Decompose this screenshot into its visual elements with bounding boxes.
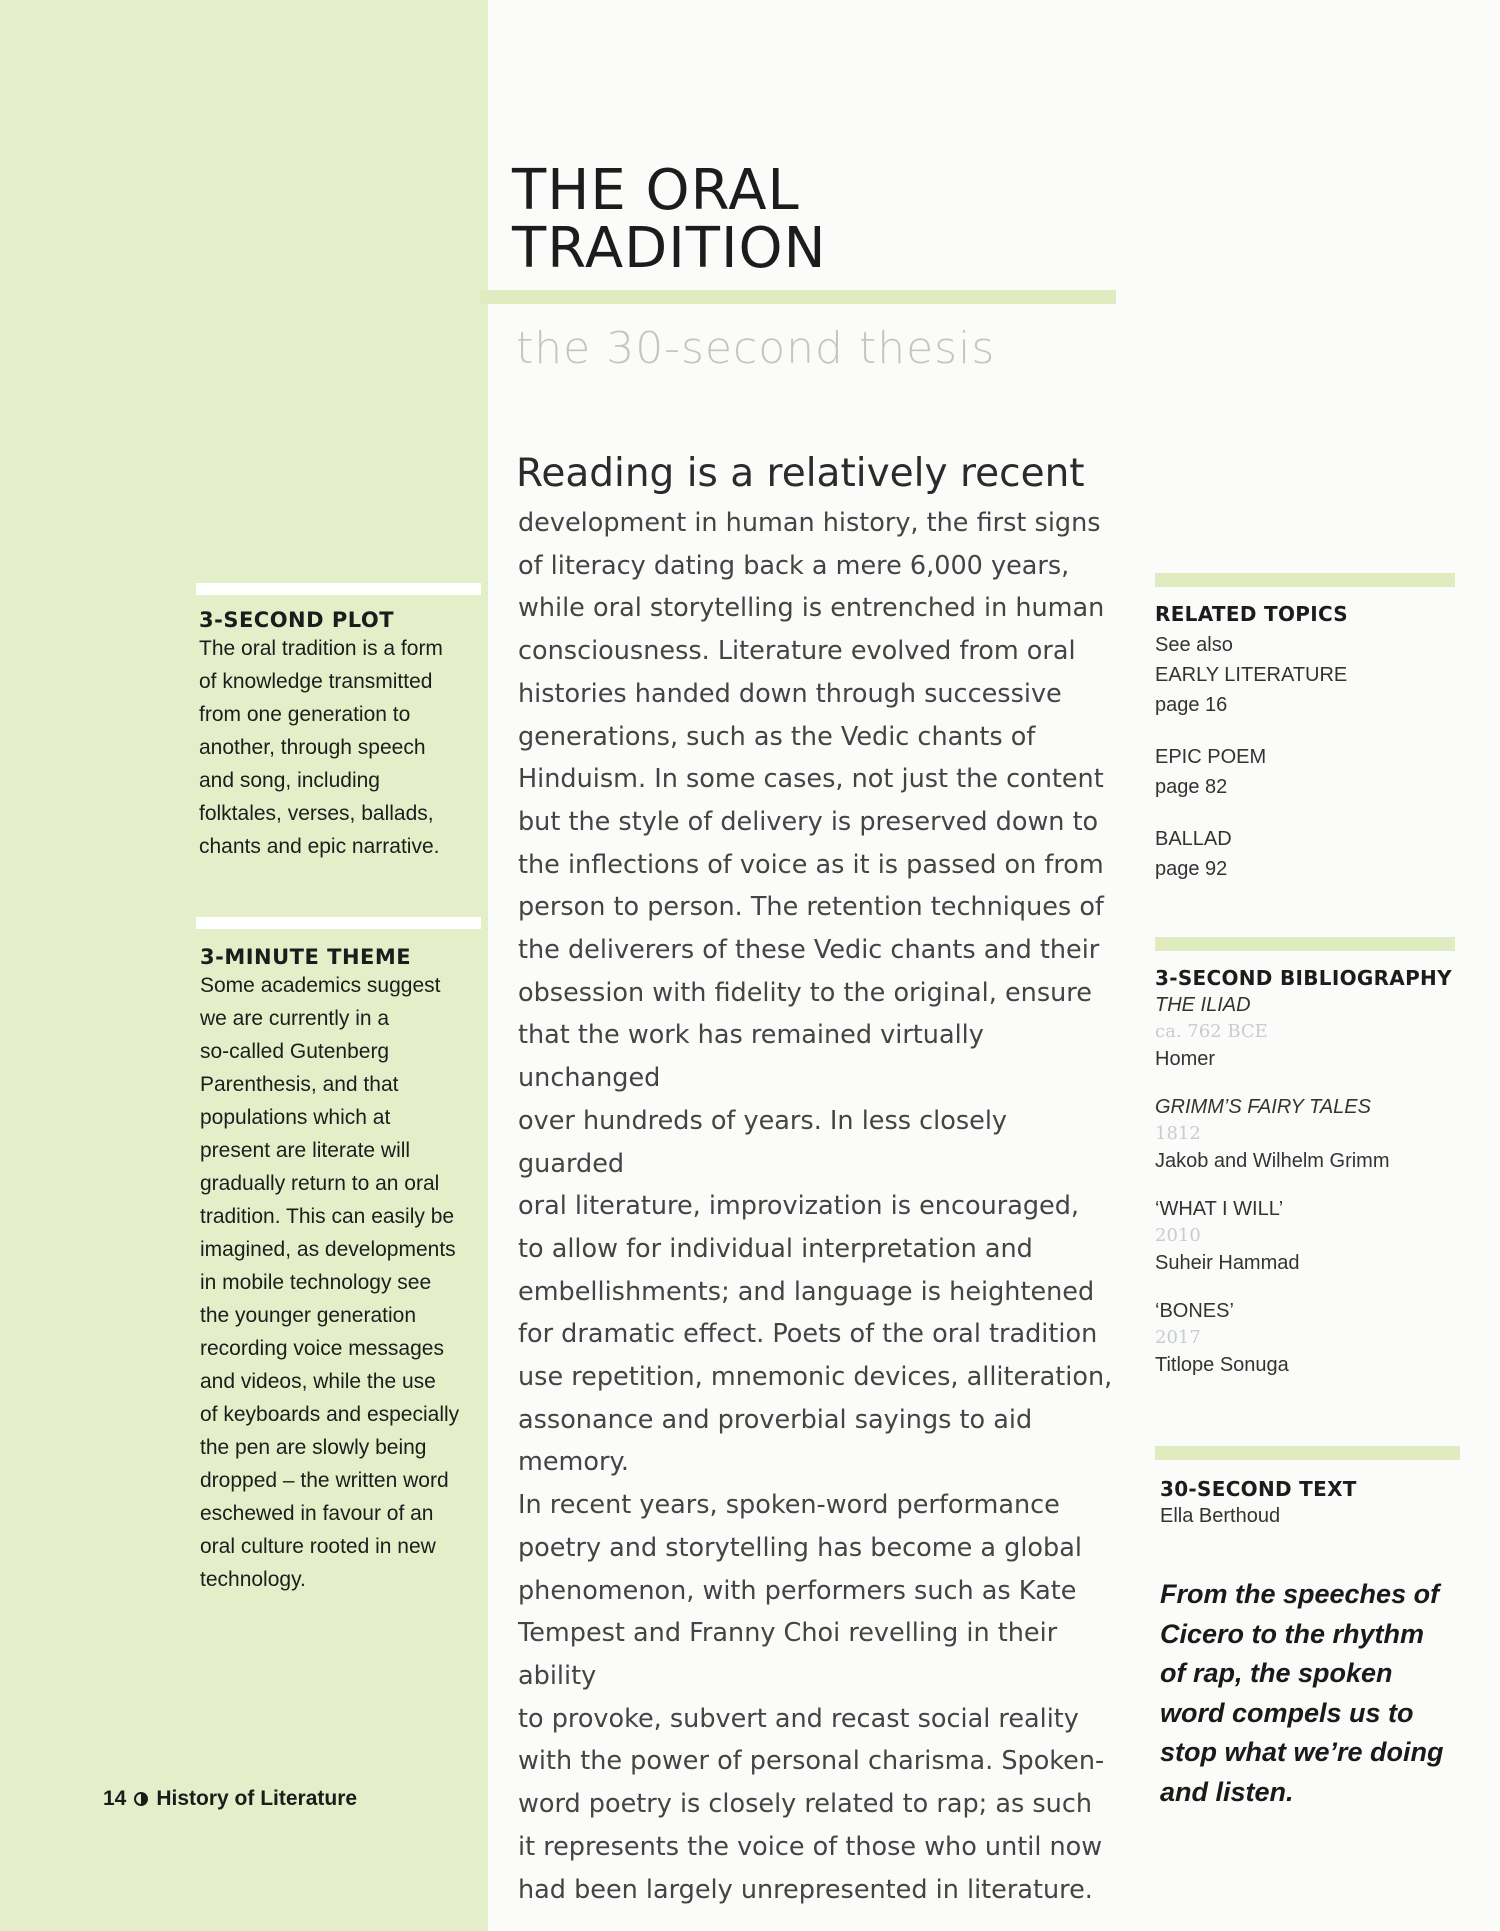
text-credit-heading: 30-SECOND TEXT — [1160, 1477, 1357, 1501]
theme-line: Some academics suggest — [200, 974, 441, 997]
related-item-page: page 82 — [1155, 776, 1228, 798]
related-item-title: EARLY LITERATURE — [1155, 664, 1348, 686]
quote-line: word compels us to — [1160, 1697, 1414, 1728]
body-line: the deliverers of these Vedic chants and their — [518, 935, 1100, 966]
body-line: over hundreds of years. In less closely guarded — [518, 1105, 1007, 1179]
theme-section — [200, 945, 485, 1596]
plot-heading: 3-SECOND PLOT — [199, 608, 395, 632]
text-credit — [1160, 1477, 1460, 1531]
main-body — [518, 502, 1118, 1911]
page-number: 14 — [103, 1787, 127, 1810]
theme-line: and videos, while the use — [200, 1370, 436, 1393]
plot-line: folktales, verses, ballads, — [199, 802, 434, 825]
theme-line: gradually return to an oral — [200, 1172, 440, 1195]
body-line: Tempest and Franny Choi revelling in their ability — [518, 1618, 1058, 1691]
body-line: embellishments; and language is heightened — [518, 1276, 1095, 1307]
theme-line: recording voice messages — [200, 1337, 444, 1360]
bibliography-title: THE ILIAD — [1155, 994, 1251, 1016]
title-line-2: TRADITION — [512, 216, 827, 281]
theme-line: so-called Gutenberg — [200, 1040, 390, 1063]
half-circle-icon — [134, 1792, 148, 1806]
bibliography-item — [1155, 1296, 1465, 1380]
bibliography-date: 2017 — [1155, 1327, 1201, 1348]
text-credit-author: Ella Berthoud — [1160, 1505, 1281, 1527]
plot-rule — [196, 583, 481, 595]
book-title: History of Literature — [156, 1787, 358, 1810]
bibliography-item — [1155, 1092, 1465, 1176]
bibliography-title: ‘BONES’ — [1155, 1300, 1234, 1322]
body-line: it represents the voice of those who until now — [518, 1831, 1103, 1862]
bibliography-title: GRIMM’S FAIRY TALES — [1155, 1096, 1371, 1118]
theme-line: tradition. This can easily be — [200, 1205, 455, 1228]
theme-line: technology. — [200, 1568, 306, 1591]
related-rule — [1155, 573, 1455, 587]
body-line: of literacy dating back a mere 6,000 years, — [518, 550, 1070, 581]
theme-line: eschewed in favour of an — [200, 1502, 434, 1525]
text-credit-rule — [1155, 1446, 1460, 1460]
bibliography-item — [1155, 990, 1465, 1074]
body-line: for dramatic effect. Poets of the oral tradition — [518, 1319, 1098, 1350]
quote-line: stop what we’re doing — [1160, 1737, 1444, 1767]
plot-line: and song, including — [199, 769, 380, 792]
plot-line: of knowledge transmitted — [199, 670, 433, 693]
subtitle: the 30-second thesis — [516, 323, 996, 374]
theme-line: of keyboards and especially — [200, 1403, 460, 1426]
theme-line: dropped – the written word — [200, 1469, 449, 1492]
related-item-title: EPIC POEM — [1155, 746, 1267, 768]
related-item-page: page 92 — [1155, 858, 1228, 880]
bibliography-rule — [1155, 937, 1455, 951]
body-line: but the style of delivery is preserved down to — [518, 806, 1099, 837]
bibliography-heading: 3-SECOND BIBLIOGRAPHY — [1155, 966, 1452, 990]
body-line: Hinduism. In some cases, not just the content — [518, 764, 1104, 795]
body-line: obsession with fidelity to the original, ensure — [518, 977, 1092, 1008]
quote-line: Cicero to the rhythm — [1160, 1618, 1425, 1649]
body-line: use repetition, mnemonic devices, alliteration, — [518, 1362, 1113, 1393]
body-line: had been largely unrepresented in literature. — [518, 1874, 1093, 1905]
bibliography-author: Suheir Hammad — [1155, 1252, 1300, 1274]
body-line: with the power of personal charisma. Spoken- — [518, 1746, 1105, 1777]
theme-line: the younger generation — [200, 1304, 416, 1327]
bibliography-author: Homer — [1155, 1048, 1216, 1070]
bibliography-date: ca. 762 BCE — [1155, 1021, 1268, 1042]
body-line: histories handed down through successive — [518, 678, 1062, 709]
lead-sentence: Reading is a relatively recent — [516, 451, 1085, 496]
body-line: word poetry is closely related to rap; as such — [518, 1789, 1093, 1820]
bibliography-author: Titlope Sonuga — [1155, 1354, 1289, 1376]
quote-line: and listen. — [1160, 1776, 1294, 1807]
theme-line: present are literate will — [200, 1139, 411, 1162]
body-line: consciousness. Literature evolved from oral — [518, 636, 1076, 667]
body-line: generations, such as the Vedic chants of — [518, 721, 1036, 752]
page-title — [512, 158, 827, 281]
theme-text — [200, 969, 485, 1596]
body-line: oral literature, improvization is encouraged, — [518, 1191, 1080, 1222]
related-item — [1155, 742, 1455, 802]
plot-line: from one generation to — [199, 703, 411, 726]
body-line: In recent years, spoken-word performance — [518, 1490, 1060, 1521]
theme-line: imagined, as developments — [200, 1238, 456, 1261]
pull-quote — [1160, 1575, 1460, 1812]
body-line: while oral storytelling is entrenched in human — [518, 593, 1105, 624]
body-line: to allow for individual interpretation and — [518, 1233, 1033, 1264]
theme-rule — [196, 917, 481, 929]
plot-line: chants and epic narrative. — [199, 835, 440, 858]
see-also-label: See also — [1155, 634, 1233, 656]
theme-line: populations which at — [200, 1106, 391, 1129]
bibliography-author: Jakob and Wilhelm Grimm — [1155, 1150, 1390, 1172]
body-line: poetry and storytelling has become a global — [518, 1532, 1082, 1563]
related-heading: RELATED TOPICS — [1155, 602, 1348, 626]
related-item-title: BALLAD — [1155, 828, 1232, 850]
related-item-page: page 16 — [1155, 694, 1228, 716]
body-line: that the work has remained virtually unchanged — [518, 1020, 984, 1094]
quote-line: of rap, the spoken — [1160, 1658, 1393, 1688]
related-item — [1155, 660, 1455, 720]
plot-line: another, through speech — [199, 736, 426, 759]
theme-line: the pen are slowly being — [200, 1436, 427, 1459]
title-line-1: THE ORAL — [512, 158, 800, 223]
bibliography-title: ‘WHAT I WILL’ — [1155, 1198, 1284, 1220]
bibliography-date: 2010 — [1155, 1225, 1201, 1246]
plot-text — [199, 632, 479, 863]
body-line: the inflections of voice as it is passed on from — [518, 849, 1104, 880]
related-item — [1155, 824, 1455, 884]
theme-line: Parenthesis, and that — [200, 1073, 399, 1096]
plot-section — [199, 608, 479, 863]
quote-line: From the speeches of — [1160, 1579, 1440, 1609]
body-line: development in human history, the first signs — [518, 508, 1101, 538]
body-line: person to person. The retention techniques of — [518, 892, 1104, 923]
bibliography-item — [1155, 1194, 1465, 1278]
theme-heading: 3-MINUTE THEME — [200, 945, 412, 969]
plot-line: The oral tradition is a form — [199, 637, 443, 660]
theme-line: in mobile technology see — [200, 1271, 432, 1294]
body-line: assonance and proverbial sayings to aid memory. — [518, 1404, 1033, 1478]
related-topics — [1155, 602, 1455, 884]
page-footer — [103, 1787, 357, 1811]
body-line: to provoke, subvert and recast social reality — [518, 1703, 1079, 1734]
theme-line: we are currently in a — [200, 1007, 390, 1030]
title-rule — [480, 290, 1116, 304]
body-line: phenomenon, with performers such as Kate — [518, 1575, 1077, 1606]
bibliography-date: 1812 — [1155, 1123, 1201, 1144]
bibliography — [1155, 966, 1465, 1380]
theme-line: oral culture rooted in new — [200, 1535, 436, 1558]
